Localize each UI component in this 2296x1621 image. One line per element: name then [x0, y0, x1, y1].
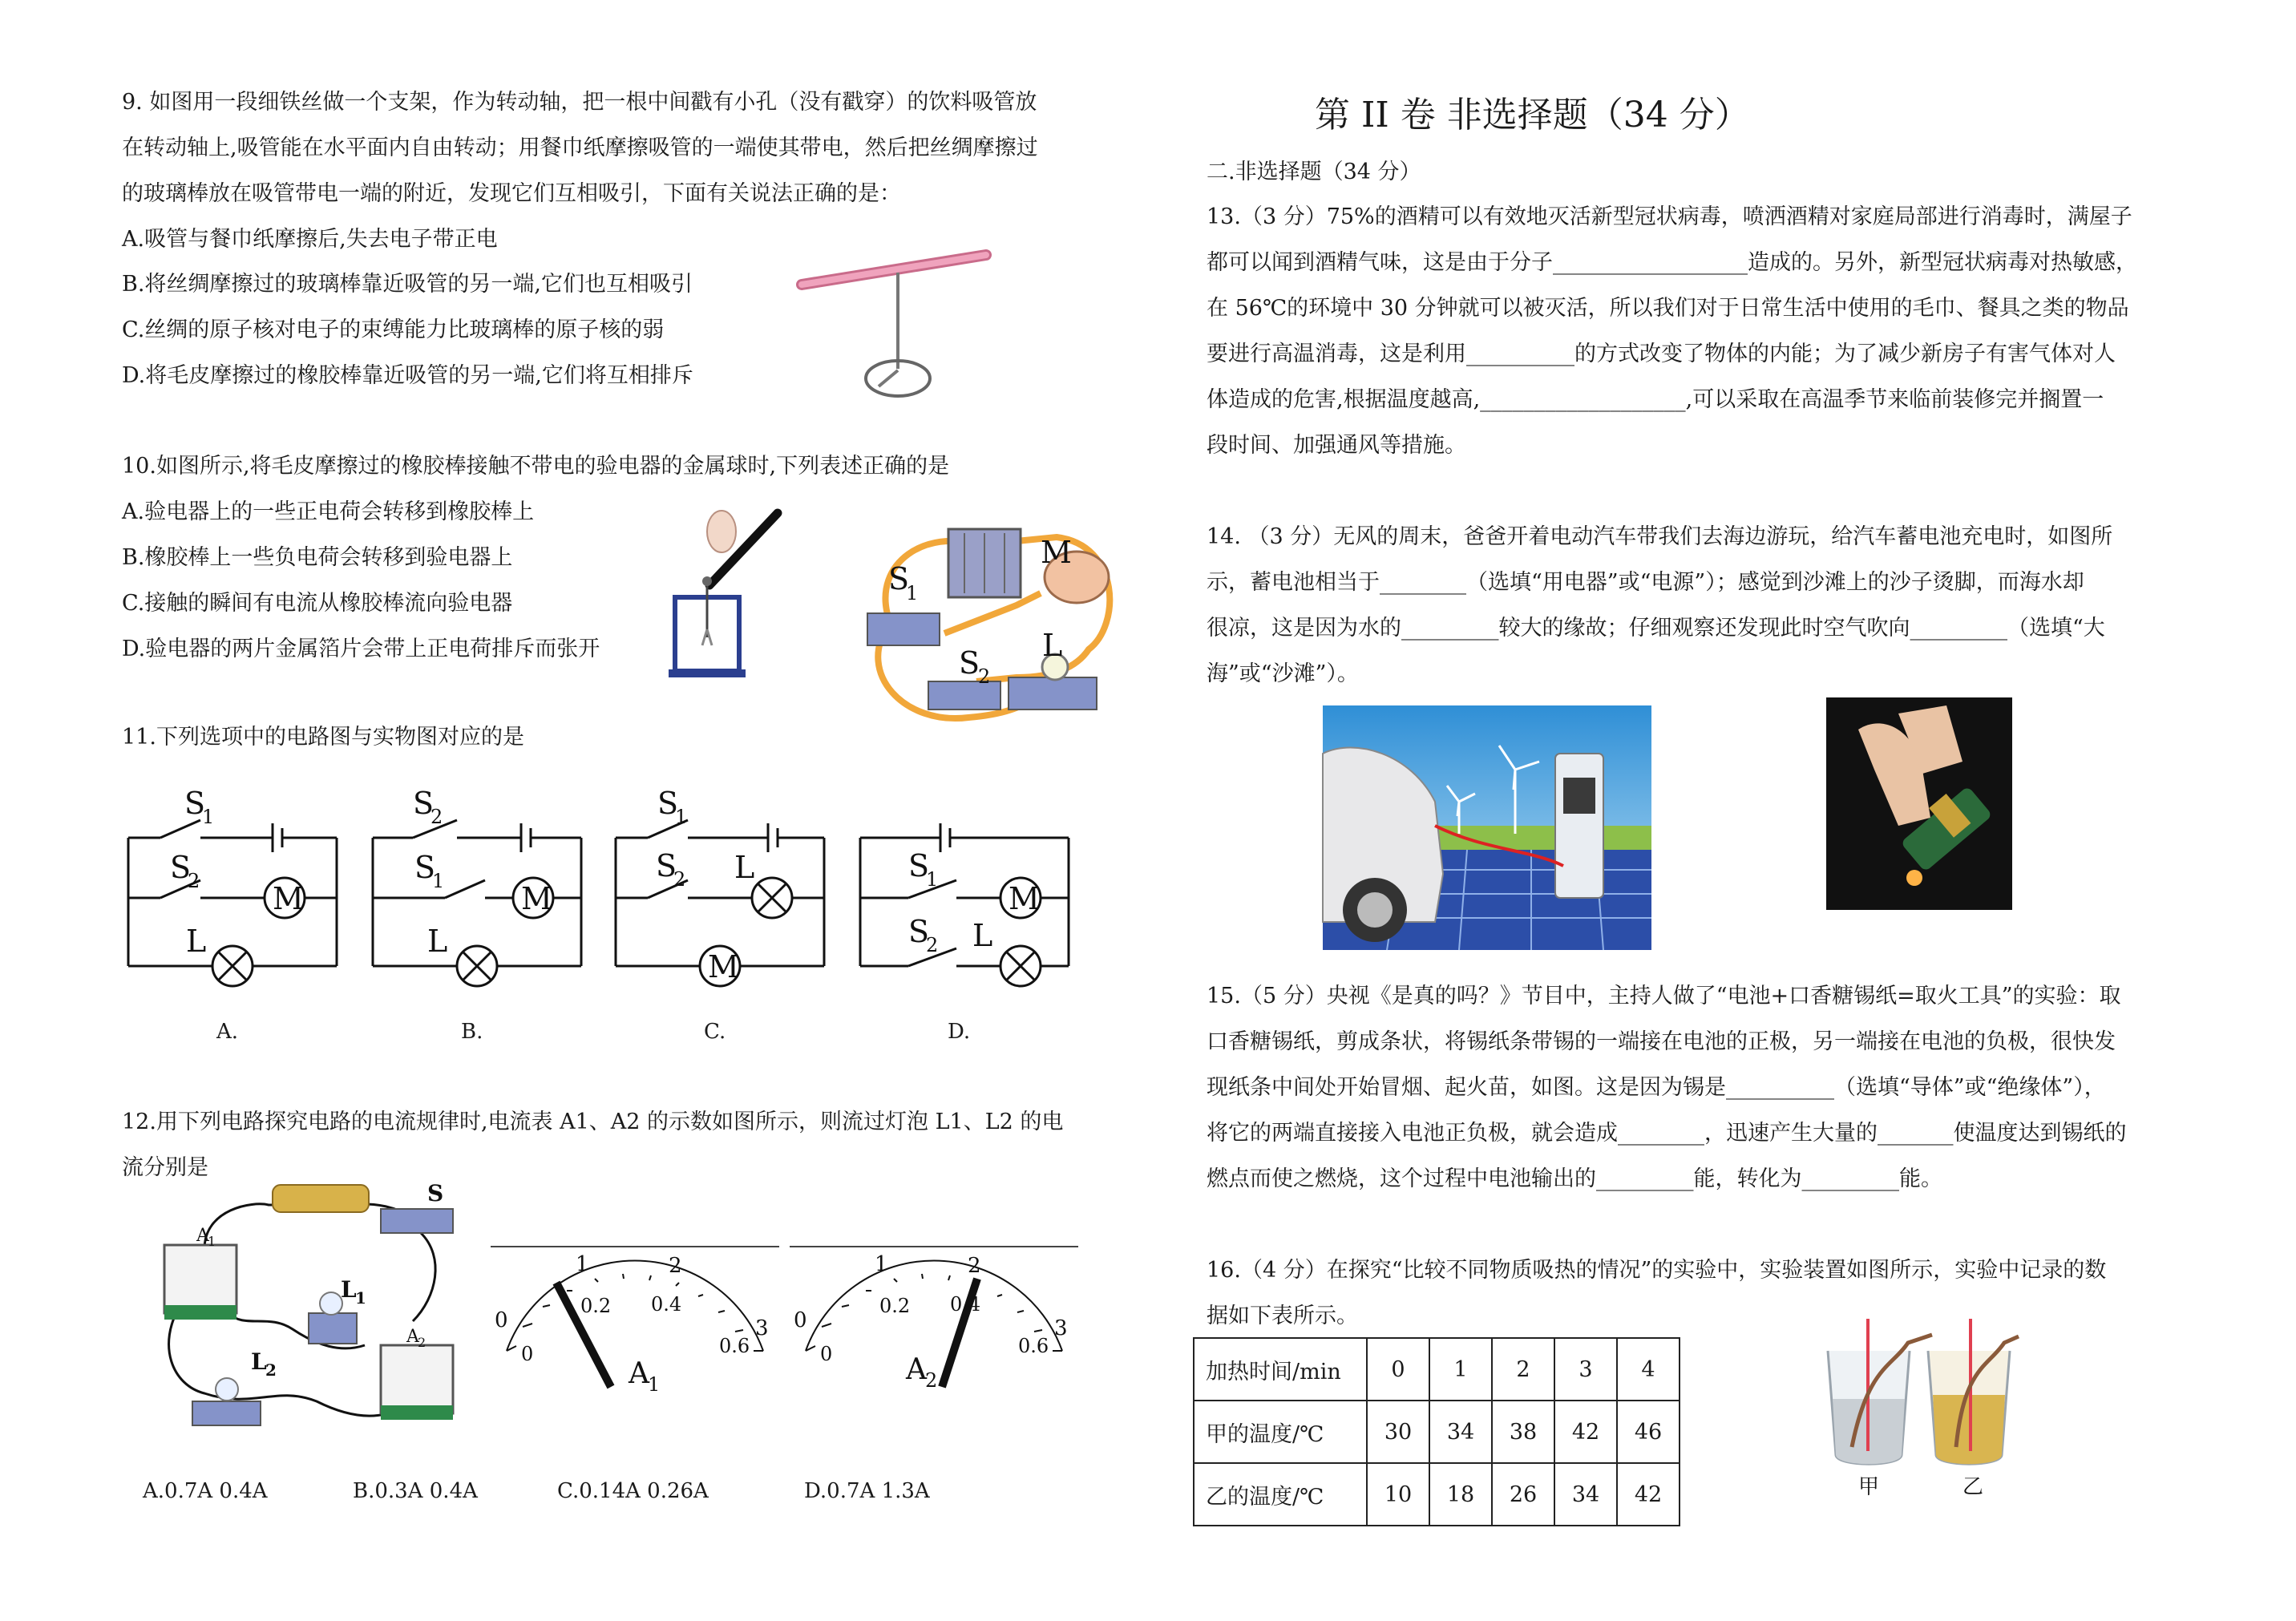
svg-text:1: 1 — [355, 1288, 366, 1308]
s1-label: S — [888, 561, 910, 596]
q14-line-3: 很凉，这是因为水的_________较大的缘故；仔细观察还发现此时空气吹向_________（选填“大 — [1207, 616, 2105, 641]
s1-label-sub: 1 — [906, 582, 919, 604]
table-row: 甲的温度/℃ 30 34 38 42 46 — [1194, 1401, 1680, 1463]
q12-answer-a: A.0.7A 0.4A — [143, 1479, 268, 1503]
svg-text:0.6: 0.6 — [719, 1335, 750, 1357]
q10-option-a: A.验电器上的一些正电荷会转移到橡胶棒上 — [122, 499, 535, 524]
q15-line-4: 将它的两端直接接入电池正负极，就会造成________，迅速产生大量的_______使温度达到锡纸的 — [1207, 1121, 2127, 1146]
svg-text:1: 1 — [675, 806, 688, 828]
q9-option-a: A.吸管与餐巾纸摩擦后,失去电子带正电 — [122, 227, 498, 252]
svg-text:A: A — [906, 1353, 927, 1386]
circuit-a — [120, 786, 345, 982]
svg-text:S: S — [184, 786, 206, 821]
svg-text:2: 2 — [669, 1254, 682, 1278]
svg-text:S: S — [413, 786, 435, 821]
svg-text:1: 1 — [208, 1234, 216, 1249]
q9-option-c: C.丝绸的原子核对电子的束缚能力比玻璃棒的原子核的弱 — [122, 317, 665, 342]
meter-a1 — [491, 1247, 779, 1396]
svg-text:2: 2 — [968, 1254, 981, 1278]
s2-label: S — [959, 645, 980, 681]
q14-line-1: 14. （3 分）无风的周末，爸爸开着电动汽车带我们去海边游玩，给汽车蓄电池充电时，如图所 — [1207, 524, 2113, 549]
table-row: 乙的温度/℃ 10 18 26 34 42 — [1194, 1463, 1680, 1526]
svg-text:2: 2 — [430, 806, 443, 828]
svg-text:M: M — [273, 881, 304, 916]
svg-text:2: 2 — [673, 868, 686, 891]
q15-line-1: 15.（5 分）央视《是真的吗？》节目中，主持人做了“电池+口香糖锡纸=取火工具”的实验：取 — [1207, 984, 2121, 1009]
circuit-a-letter: A. — [216, 1020, 239, 1044]
q15-line-5: 燃点而使之燃烧，这个过程中电池输出的_________能，转化为_________能。 — [1207, 1166, 1942, 1191]
svg-text:L: L — [972, 918, 993, 953]
lamp-label: L — [1042, 628, 1063, 663]
q9-option-d: D.将毛皮摩擦过的橡胶棒靠近吸管的另一端,它们将互相排斥 — [122, 363, 693, 388]
q13-line-6: 段时间、加强通风等措施。 — [1207, 433, 1466, 458]
svg-text:2: 2 — [188, 870, 200, 892]
svg-text:0.4: 0.4 — [651, 1293, 682, 1316]
q13-line-2: 都可以闻到酒精气味，这是由于分子__________________造成的。另外，新型冠状病毒对热敏感， — [1207, 250, 2137, 275]
q13-line-1: 13.（3 分）75%的酒精可以有效地灭活新型冠状病毒，喷洒酒精对家庭局部进行消毒时，满屋子 — [1207, 204, 2132, 229]
svg-text:0: 0 — [495, 1308, 508, 1332]
q9-line-3: 的玻璃棒放在吸管带电一端的附近，发现它们互相吸引，下面有关说法正确的是： — [122, 181, 901, 206]
svg-text:1: 1 — [432, 870, 445, 892]
svg-text:L: L — [251, 1348, 267, 1375]
q12-answer-b: B.0.3A 0.4A — [353, 1479, 478, 1503]
svg-text:1: 1 — [648, 1373, 661, 1396]
svg-text:S: S — [427, 1180, 444, 1207]
circuit-d-letter: D. — [948, 1020, 971, 1044]
s2-label-sub: 2 — [978, 665, 991, 688]
svg-text:1: 1 — [875, 1252, 888, 1276]
q9-line-1: 9. 如图用一段细铁丝做一个支架，作为转动轴，把一根中间戳有小孔（没有戳穿）的饮料吸管放 — [122, 90, 1037, 115]
svg-text:A: A — [196, 1226, 209, 1246]
svg-text:2: 2 — [926, 934, 939, 956]
q9-straw-figure — [802, 249, 994, 401]
svg-text:M: M — [521, 881, 552, 916]
svg-text:1: 1 — [926, 868, 939, 891]
section-heading: 二.非选择题（34 分） — [1207, 160, 1421, 184]
svg-text:A: A — [406, 1327, 419, 1347]
svg-text:L: L — [341, 1276, 357, 1303]
circuit-c — [608, 786, 832, 984]
svg-text:S: S — [414, 850, 436, 885]
q12-answer-d: D.0.7A 1.3A — [804, 1479, 930, 1503]
electroscope-figure — [665, 509, 786, 681]
q13-line-5: 体造成的危害,根据温度越高,___________________,可以采取在高温季节来临前装修完并搁置一 — [1207, 387, 2104, 412]
circuit-d — [852, 790, 1077, 982]
svg-text:1: 1 — [576, 1252, 589, 1276]
q10-option-b: B.橡胶棒上一些负电荷会转移到验电器上 — [122, 545, 513, 570]
svg-text:0.2: 0.2 — [580, 1295, 612, 1317]
svg-text:S: S — [170, 850, 192, 885]
q12-line-1: 12.用下列电路探究电路的电流规律时,电流表 A1、A2 的示数如图所示，则流过灯泡 L1、L2 的电 — [122, 1110, 1064, 1134]
q9-line-2: 在转动轴上,吸管能在水平面内自由转动；用餐巾纸摩擦吸管的一端使其带电，然后把丝绸摩擦过 — [122, 135, 1038, 160]
ev-charging-photo — [1323, 705, 1651, 950]
svg-text:L: L — [186, 924, 207, 959]
q10-option-d: D.验电器的两片金属箔片会带上正电荷排斥而张开 — [122, 637, 600, 661]
table-row: 加热时间/min 0 1 2 3 4 — [1194, 1338, 1680, 1401]
q12-line-2: 流分别是 — [122, 1155, 208, 1180]
beaker-label-jia: 甲 — [1858, 1475, 1880, 1499]
q15-line-2: 口香糖锡纸，剪成条状，将锡纸条带锡的一端接在电池的正极，另一端接在电池的负极，很快发 — [1207, 1029, 2116, 1054]
battery-foil-photo — [1826, 697, 2012, 910]
svg-text:3: 3 — [755, 1316, 769, 1340]
ammeter-circuit-figure — [156, 1180, 473, 1449]
svg-text:0: 0 — [820, 1343, 833, 1365]
svg-text:2: 2 — [418, 1335, 426, 1350]
q10-stem: 10.如图所示,将毛皮摩擦过的橡胶棒接触不带电的验电器的金属球时,下列表述正确的是 — [122, 454, 950, 479]
motor-label: M — [1041, 535, 1072, 570]
q13-line-4: 要进行高温消毒，这是利用__________的方式改变了物体的内能；为了减少新房子有害气体对人 — [1207, 342, 2116, 366]
svg-text:S: S — [908, 848, 930, 883]
motor-circuit-figure — [856, 513, 1129, 734]
svg-text:0: 0 — [521, 1343, 534, 1365]
part2-title: 第 II 卷 非选择题（34 分） — [1315, 95, 1750, 135]
q16-line-2: 据如下表所示。 — [1207, 1304, 1358, 1328]
temperature-table — [1193, 1337, 1680, 1526]
q16-line-1: 16.（4 分）在探究“比较不同物质吸热的情况”的实验中，实验装置如图所示，实验中记录的数 — [1207, 1258, 2107, 1283]
q14-line-4: 海”或“沙滩”）。 — [1207, 661, 1359, 686]
svg-text:S: S — [908, 914, 930, 949]
q9-option-b: B.将丝绸摩擦过的玻璃棒靠近吸管的另一端,它们也互相吸引 — [122, 272, 693, 297]
svg-text:M: M — [708, 949, 739, 984]
svg-text:3: 3 — [1054, 1316, 1068, 1340]
svg-text:0.4: 0.4 — [950, 1293, 981, 1316]
q14-line-2: 示，蓄电池相当于________（选填“用电器”或“电源”）；感觉到沙滩上的沙子烫脚，而海水却 — [1207, 570, 2084, 595]
q11-stem: 11.下列选项中的电路图与实物图对应的是 — [122, 725, 524, 750]
svg-text:S: S — [656, 848, 677, 883]
svg-text:L: L — [427, 924, 448, 959]
beakers-figure — [1820, 1319, 2020, 1503]
circuit-b-letter: B. — [461, 1020, 483, 1044]
svg-text:S: S — [657, 786, 679, 821]
meter-a2 — [790, 1247, 1078, 1391]
circuit-b — [365, 786, 589, 982]
svg-text:L: L — [734, 850, 755, 885]
svg-text:0.6: 0.6 — [1018, 1335, 1049, 1357]
svg-text:M: M — [1009, 881, 1040, 916]
svg-text:2: 2 — [925, 1369, 938, 1392]
svg-text:0: 0 — [794, 1308, 807, 1332]
svg-text:1: 1 — [202, 806, 215, 828]
svg-text:A: A — [629, 1357, 649, 1390]
q10-option-c: C.接触的瞬间有电流从橡胶棒流向验电器 — [122, 591, 513, 616]
q12-answer-c: C.0.14A 0.26A — [557, 1479, 709, 1503]
svg-text:2: 2 — [265, 1360, 277, 1380]
beaker-label-yi: 乙 — [1963, 1475, 1984, 1499]
circuit-c-letter: C. — [704, 1020, 726, 1044]
q13-line-3: 在 56℃的环境中 30 分钟就可以被灭活，所以我们对于日常生活中使用的毛巾、餐具之类的物品 — [1207, 296, 2129, 321]
svg-text:0.2: 0.2 — [879, 1295, 911, 1317]
q15-line-3: 现纸条中间处开始冒烟、起火苗，如图。这是因为锡是__________（选填“导体”或“绝缘体”）， — [1207, 1075, 2106, 1100]
